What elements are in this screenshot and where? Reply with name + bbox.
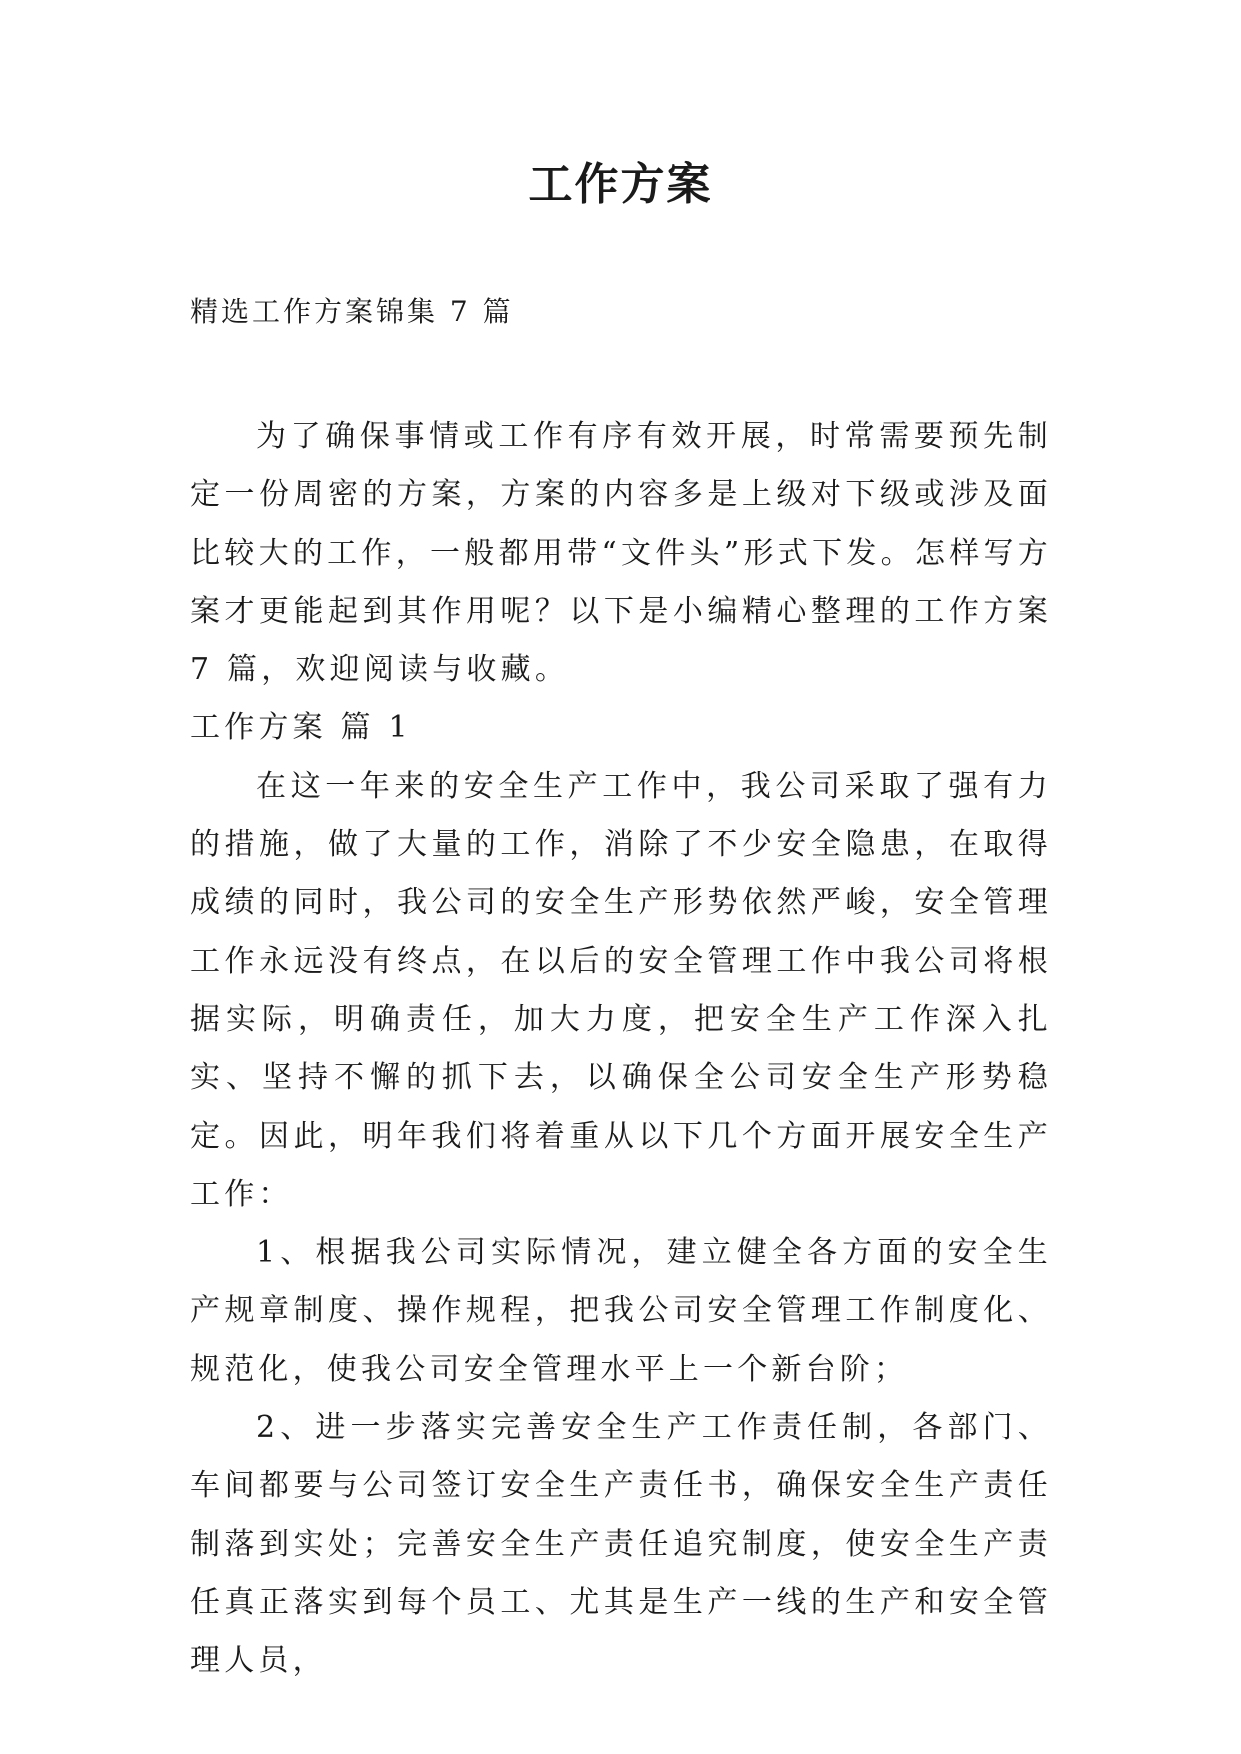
document-title: 工作方案 (528, 159, 713, 210)
body-paragraph: 在这一年来的安全生产工作中，我公司采取了强有力的措施，做了大量的工作，消除了不少安全隐患，在取得成绩的同时，我公司的安全生产形势依然严峻，安全管理工作永远没有终点，在以后的安全管理工作中我公司将根据实际，明确责任，加大力度，把安全生产工作深入扎实、坚持不懈的抓下去，以确保全公司安全生产形势稳定。因此，明年我们将着重从以下几个方面开展安全生产工作： (190, 768, 1052, 1212)
intro-paragraph: 为了确保事情或工作有序有效开展，时常需要预先制定一份周密的方案，方案的内容多是上级对下级或涉及面比较大的工作，一般都用带“文件头”形式下发。怎样写方案才更能起到其作用呢？以下是小编精心整理的工作方案 7 篇，欢迎阅读与收藏。 (190, 419, 1052, 688)
section-heading: 工作方案 篇 1 (190, 710, 412, 746)
document-body (190, 408, 1052, 1691)
list-item-paragraph: 1、根据我公司实际情况，建立健全各方面的安全生产规章制度、操作规程，把我公司安全管理工作制度化、规范化，使我公司安全管理水平上一个新台阶； (190, 1235, 1052, 1387)
list-item-paragraph: 2、进一步落实完善安全生产工作责任制，各部门、车间都要与公司签订安全生产责任书，确保安全生产责任制落到实处；完善安全生产责任追究制度，使安全生产责任真正落实到每个员工、尤其是生产一线的生产和安全管理人员， (190, 1410, 1052, 1679)
document-subtitle: 精选工作方案锦集 7 篇 (190, 295, 514, 328)
